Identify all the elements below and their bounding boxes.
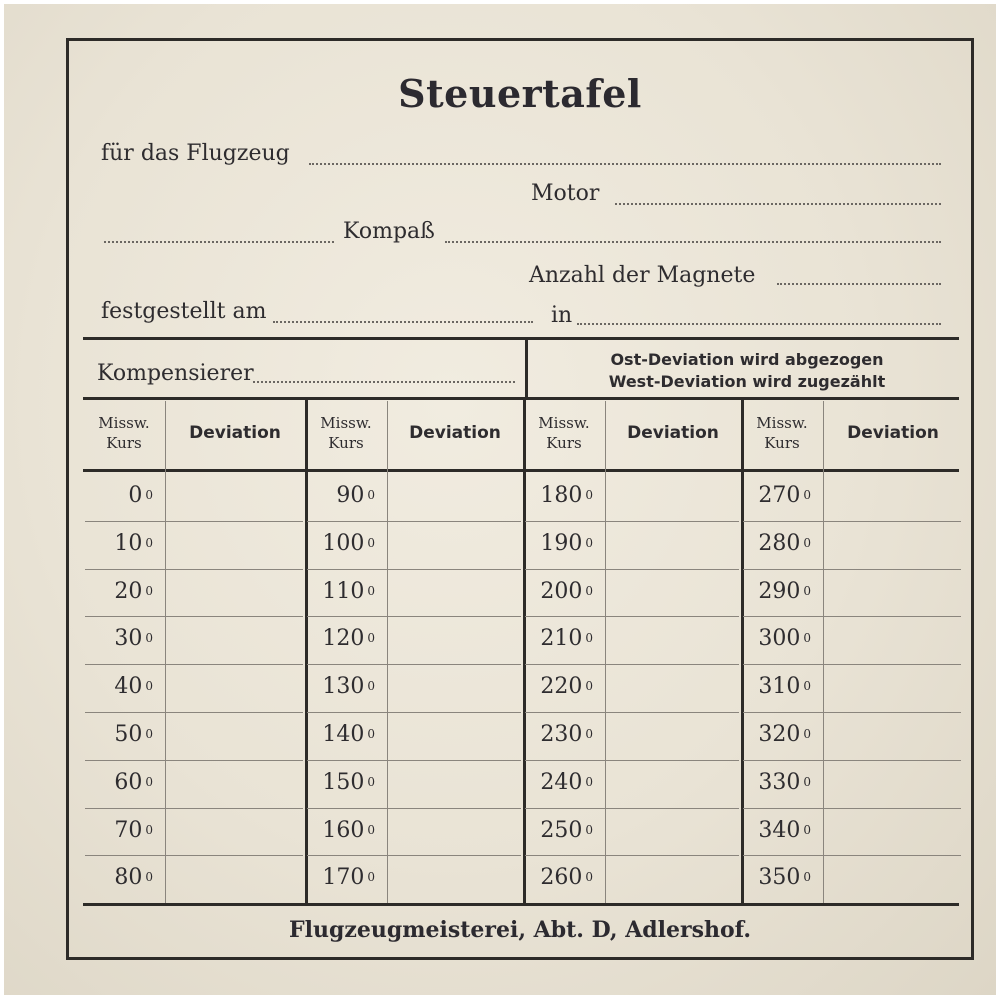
heading-cell (741, 674, 811, 699)
heading-cell (305, 865, 375, 890)
heading-cell (83, 770, 153, 795)
heading-value: 180 (540, 483, 583, 508)
row-separator (525, 569, 739, 570)
row-separator (307, 855, 521, 856)
deviation-entry[interactable] (608, 811, 738, 853)
degree-mark: 0 (145, 774, 153, 789)
header-missw-kurs (523, 413, 605, 453)
deviation-entry[interactable] (390, 763, 520, 805)
heading-cell (305, 483, 375, 508)
heading-cell (523, 626, 593, 651)
degree-mark: 0 (145, 870, 153, 885)
row-separator (525, 712, 739, 713)
form-frame (66, 38, 974, 960)
degree-mark: 0 (367, 822, 375, 837)
rule-notes (531, 349, 963, 393)
heading-value: 300 (758, 626, 801, 652)
label-kompass: Kompaß (343, 219, 435, 244)
label-kompensierer: Kompensierer (97, 361, 254, 386)
degree-mark: 0 (585, 535, 593, 550)
heading-value: 230 (540, 722, 583, 747)
column-divider (387, 401, 388, 903)
heading-value: 160 (322, 817, 365, 843)
deviation-entry[interactable] (608, 667, 738, 709)
heading-value: 330 (758, 769, 801, 795)
heading-value: 220 (540, 674, 583, 700)
heading-cell (83, 722, 153, 747)
degree-mark: 0 (367, 488, 375, 502)
heading-value: 50 (114, 722, 143, 747)
degree-mark: 0 (367, 535, 375, 550)
row-separator (307, 664, 521, 665)
heading-cell (305, 818, 375, 843)
deviation-entry[interactable] (826, 476, 960, 518)
row-separator (743, 760, 961, 761)
heading-value: 60 (114, 769, 143, 795)
row-separator (525, 616, 739, 617)
field-kompass-prefix[interactable] (104, 241, 334, 243)
heading-cell (305, 722, 375, 747)
heading-cell (523, 531, 593, 556)
degree-mark: 0 (585, 679, 593, 694)
header-kurs: Kurs (106, 434, 142, 452)
deviation-entry[interactable] (826, 811, 960, 853)
deviation-entry[interactable] (826, 763, 960, 805)
deviation-entry[interactable] (390, 811, 520, 853)
header-missw-kurs (741, 413, 823, 453)
degree-mark: 0 (585, 631, 593, 646)
heading-cell (741, 770, 811, 795)
heading-value: 260 (540, 865, 583, 891)
heading-cell (523, 483, 593, 508)
row-separator (85, 712, 303, 713)
degree-mark: 0 (585, 488, 593, 502)
row-separator (85, 616, 303, 617)
deviation-entry[interactable] (390, 715, 520, 757)
row-separator (307, 521, 521, 522)
rule-west: West-Deviation wird zugezählt (608, 372, 886, 391)
heading-value: 320 (758, 722, 801, 747)
heading-value: 20 (114, 578, 143, 604)
row-separator (743, 712, 961, 713)
deviation-entry[interactable] (390, 858, 520, 900)
heading-value: 150 (322, 769, 365, 795)
heading-cell (305, 674, 375, 699)
deviation-entry[interactable] (390, 524, 520, 566)
deviation-entry[interactable] (826, 572, 960, 614)
degree-mark: 0 (803, 679, 811, 694)
deviation-entry[interactable] (168, 763, 302, 805)
deviation-entry[interactable] (168, 811, 302, 853)
heading-value: 280 (758, 530, 801, 556)
header-missw-kurs (305, 413, 387, 453)
degree-mark: 0 (803, 488, 811, 502)
degree-mark: 0 (585, 870, 593, 885)
header-deviation: Deviation (847, 423, 939, 443)
heading-value: 100 (322, 530, 365, 556)
degree-mark: 0 (803, 870, 811, 885)
heading-cell (523, 722, 593, 747)
heading-value: 10 (114, 530, 143, 556)
table-header-rule (83, 469, 959, 472)
row-separator (307, 616, 521, 617)
degree-mark: 0 (585, 774, 593, 789)
deviation-entry[interactable] (608, 715, 738, 757)
degree-mark: 0 (367, 679, 375, 694)
label-flugzeug: für das Flugzeug (101, 141, 290, 166)
deviation-entry[interactable] (390, 667, 520, 709)
form-title: Steuertafel (398, 71, 642, 116)
heading-cell (523, 579, 593, 604)
row-separator (525, 664, 739, 665)
deviation-entry[interactable] (168, 858, 302, 900)
heading-cell (83, 483, 153, 508)
heading-value: 350 (758, 865, 801, 891)
column-divider (823, 401, 824, 903)
row-separator (307, 808, 521, 809)
divider-rules (525, 339, 528, 397)
row-separator (307, 569, 521, 570)
heading-cell (523, 674, 593, 699)
degree-mark: 0 (585, 583, 593, 598)
heading-cell (741, 483, 811, 508)
header-deviation: Deviation (409, 423, 501, 443)
header-missw-kurs (83, 413, 165, 453)
degree-mark: 0 (367, 774, 375, 789)
footer-imprint: Flugzeugmeisterei, Abt. D, Adlershof. (289, 917, 751, 943)
field-motor[interactable] (615, 203, 941, 205)
heading-cell (741, 626, 811, 651)
label-festgestellt: festgestellt am (101, 299, 267, 324)
row-separator (525, 855, 739, 856)
row-separator (307, 712, 521, 713)
degree-mark: 0 (367, 727, 375, 741)
heading-value: 120 (322, 626, 365, 652)
degree-mark: 0 (145, 488, 153, 502)
degree-mark: 0 (367, 631, 375, 646)
degree-mark: 0 (145, 631, 153, 646)
field-festgestellt[interactable] (273, 321, 533, 323)
heading-cell (83, 865, 153, 890)
heading-cell (83, 531, 153, 556)
row-separator (743, 808, 961, 809)
heading-value: 340 (758, 817, 801, 843)
row-separator (743, 569, 961, 570)
deviation-entry[interactable] (608, 858, 738, 900)
heading-cell (741, 579, 811, 604)
label-in: in (551, 303, 573, 328)
rule-ost: Ost-Deviation wird abgezogen (610, 350, 884, 369)
header-missw: Missw. (538, 414, 590, 432)
header-missw: Missw. (98, 414, 150, 432)
heading-value: 240 (540, 769, 583, 795)
heading-value: 90 (336, 483, 365, 508)
degree-mark: 0 (803, 822, 811, 837)
deviation-entry[interactable] (608, 763, 738, 805)
heading-value: 140 (322, 722, 365, 747)
heading-cell (305, 531, 375, 556)
degree-mark: 0 (145, 822, 153, 837)
row-separator (525, 808, 739, 809)
divider-footer (83, 903, 959, 906)
deviation-entry[interactable] (826, 619, 960, 661)
degree-mark: 0 (803, 727, 811, 741)
heading-value: 270 (758, 483, 801, 508)
label-motor: Motor (531, 181, 600, 206)
label-magnete: Anzahl der Magnete (529, 263, 756, 288)
deviation-entry[interactable] (608, 572, 738, 614)
heading-value: 170 (322, 865, 365, 891)
deviation-entry[interactable] (608, 524, 738, 566)
heading-cell (83, 674, 153, 699)
column-divider (605, 401, 606, 903)
degree-mark: 0 (145, 679, 153, 694)
heading-value: 70 (114, 817, 143, 843)
divider-table-top (83, 397, 959, 400)
heading-cell (83, 818, 153, 843)
deviation-entry[interactable] (826, 715, 960, 757)
row-separator (85, 664, 303, 665)
row-separator (85, 521, 303, 522)
heading-cell (305, 626, 375, 651)
degree-mark: 0 (367, 870, 375, 885)
field-in[interactable] (577, 323, 941, 325)
row-separator (743, 521, 961, 522)
heading-value: 130 (322, 674, 365, 700)
deviation-entry[interactable] (168, 619, 302, 661)
field-magnete[interactable] (777, 283, 941, 285)
field-kompensierer[interactable] (253, 381, 515, 383)
row-separator (85, 808, 303, 809)
document-card (4, 4, 996, 995)
heading-value: 250 (540, 817, 583, 843)
deviation-entry[interactable] (826, 858, 960, 900)
row-separator (525, 760, 739, 761)
deviation-entry[interactable] (608, 619, 738, 661)
degree-mark: 0 (803, 583, 811, 598)
degree-mark: 0 (145, 583, 153, 598)
heading-value: 0 (128, 483, 143, 508)
row-separator (85, 760, 303, 761)
deviation-entry[interactable] (168, 715, 302, 757)
heading-cell (83, 579, 153, 604)
deviation-entry[interactable] (168, 524, 302, 566)
deviation-entry[interactable] (168, 667, 302, 709)
column-divider (165, 401, 166, 903)
degree-mark: 0 (145, 535, 153, 550)
deviation-entry[interactable] (826, 524, 960, 566)
heading-value: 40 (114, 674, 143, 700)
degree-mark: 0 (145, 727, 153, 741)
heading-cell (741, 818, 811, 843)
heading-value: 80 (114, 865, 143, 891)
header-deviation: Deviation (627, 423, 719, 443)
heading-cell (523, 818, 593, 843)
deviation-entry[interactable] (608, 476, 738, 518)
degree-mark: 0 (585, 727, 593, 741)
heading-value: 30 (114, 626, 143, 652)
row-separator (307, 760, 521, 761)
header-kurs: Kurs (546, 434, 582, 452)
row-separator (85, 569, 303, 570)
deviation-entry[interactable] (168, 572, 302, 614)
deviation-entry[interactable] (826, 667, 960, 709)
heading-cell (523, 865, 593, 890)
deviation-entry[interactable] (168, 476, 302, 518)
row-separator (743, 855, 961, 856)
degree-mark: 0 (803, 535, 811, 550)
field-flugzeug[interactable] (309, 163, 941, 165)
heading-value: 110 (322, 578, 365, 604)
row-separator (525, 521, 739, 522)
heading-value: 210 (540, 626, 583, 652)
row-separator (85, 855, 303, 856)
heading-value: 190 (540, 530, 583, 556)
heading-cell (741, 722, 811, 747)
header-missw: Missw. (320, 414, 372, 432)
header-kurs: Kurs (328, 434, 364, 452)
header-deviation: Deviation (189, 423, 281, 443)
degree-mark: 0 (803, 631, 811, 646)
header-kurs: Kurs (764, 434, 800, 452)
row-separator (743, 616, 961, 617)
degree-mark: 0 (367, 583, 375, 598)
field-kompass[interactable] (445, 241, 941, 243)
deviation-entry[interactable] (390, 619, 520, 661)
divider-top (83, 337, 959, 340)
degree-mark: 0 (585, 822, 593, 837)
heading-value: 290 (758, 578, 801, 604)
heading-value: 310 (758, 674, 801, 700)
heading-cell (741, 865, 811, 890)
heading-cell (305, 770, 375, 795)
heading-cell (305, 579, 375, 604)
degree-mark: 0 (803, 774, 811, 789)
heading-value: 200 (540, 578, 583, 604)
header-missw: Missw. (756, 414, 808, 432)
heading-cell (83, 626, 153, 651)
heading-cell (523, 770, 593, 795)
row-separator (743, 664, 961, 665)
heading-cell (741, 531, 811, 556)
deviation-entry[interactable] (390, 476, 520, 518)
deviation-entry[interactable] (390, 572, 520, 614)
